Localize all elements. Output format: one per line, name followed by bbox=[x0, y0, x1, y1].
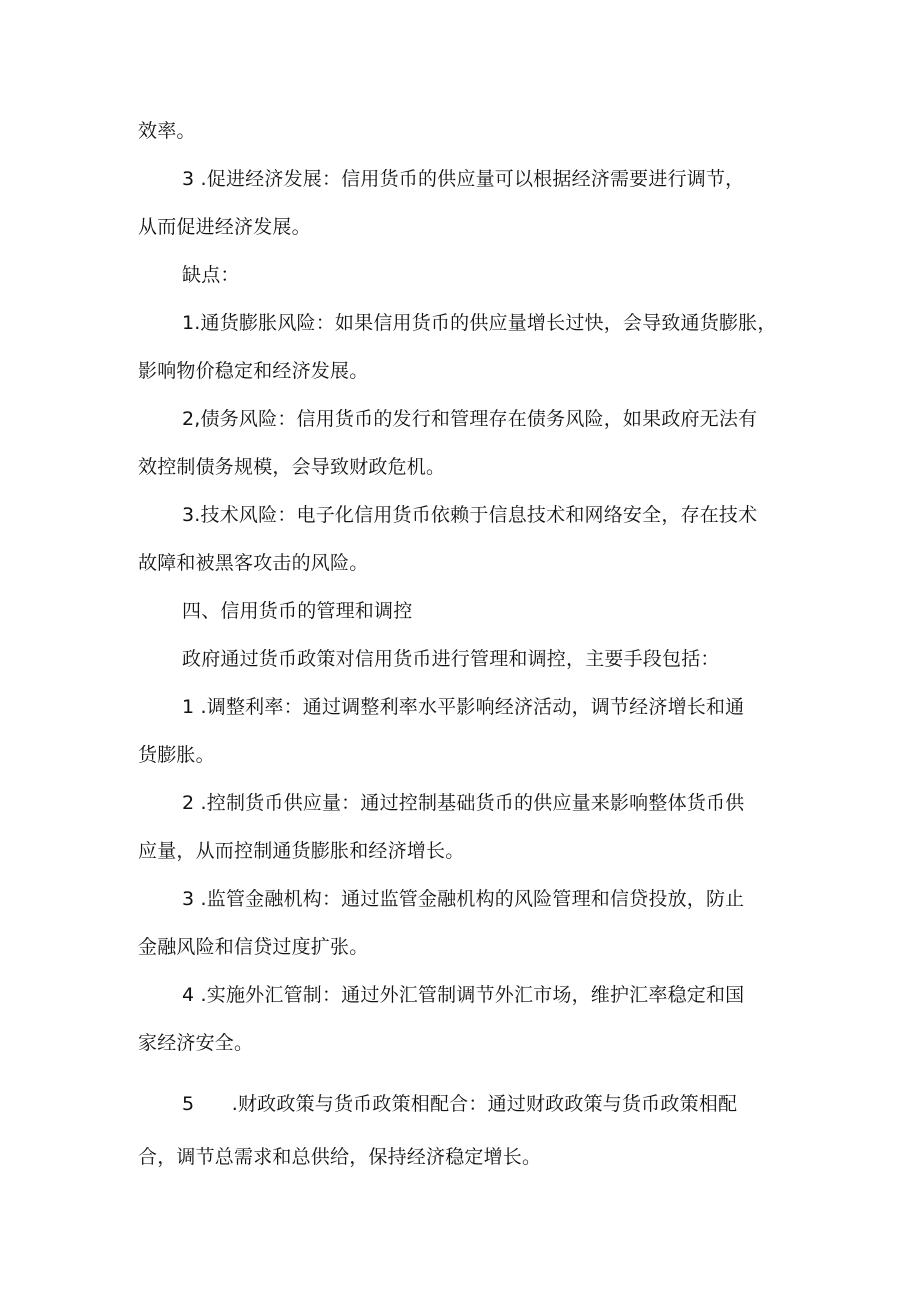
text-line: 3 .监管金融机构：通过监管金融机构的风险管理和信贷投放，防止 bbox=[182, 888, 745, 910]
text-line: 5 .财政政策与货币政策相配合：通过财政政策与货币政策相配 bbox=[182, 1093, 738, 1115]
section-heading: 四、信用货币的管理和调控 bbox=[182, 600, 413, 622]
text-line: 1 .调整利率：通过调整利率水平影响经济活动，调节经济增长和通 bbox=[182, 696, 745, 718]
section-label: 缺点： bbox=[182, 264, 240, 286]
text-line: 3.技术风险：电子化信用货币依赖于信息技术和网络安全，存在技术 bbox=[182, 504, 758, 526]
text-line: 2 .控制货币供应量：通过控制基础货币的供应量来影响整体货币供 bbox=[182, 792, 745, 814]
text-line: 1.通货膨胀风险：如果信用货币的供应量增长过快，会导致通货膨胀， bbox=[182, 312, 777, 334]
text-line: 效控制债务规模，会导致财政危机。 bbox=[138, 456, 446, 478]
text-line: 故障和被黑客攻击的风险。 bbox=[138, 552, 369, 574]
text-line: 影响物价稳定和经济发展。 bbox=[138, 360, 369, 382]
text-line: 金融风险和信贷过度扩张。 bbox=[138, 936, 369, 958]
text-line: 3 .促进经济发展：信用货币的供应量可以根据经济需要进行调节， bbox=[182, 168, 745, 190]
text-line: 政府通过货币政策对信用货币进行管理和调控，主要手段包括： bbox=[182, 648, 720, 670]
text-line: 2,债务风险：信用货币的发行和管理存在债务风险，如果政府无法有 bbox=[182, 408, 758, 430]
text-line: 应量，从而控制通货膨胀和经济增长。 bbox=[138, 840, 465, 862]
text-line: 合，调节总需求和总供给，保持经济稳定增长。 bbox=[138, 1146, 542, 1168]
text-line: 货膨胀。 bbox=[138, 744, 215, 766]
text-line: 4 .实施外汇管制：通过外汇管制调节外汇市场，维护汇率稳定和国 bbox=[182, 984, 745, 1006]
text-line: 家经济安全。 bbox=[138, 1032, 254, 1054]
text-line: 效率。 bbox=[138, 120, 196, 142]
text-line: 从而促进经济发展。 bbox=[138, 216, 311, 238]
